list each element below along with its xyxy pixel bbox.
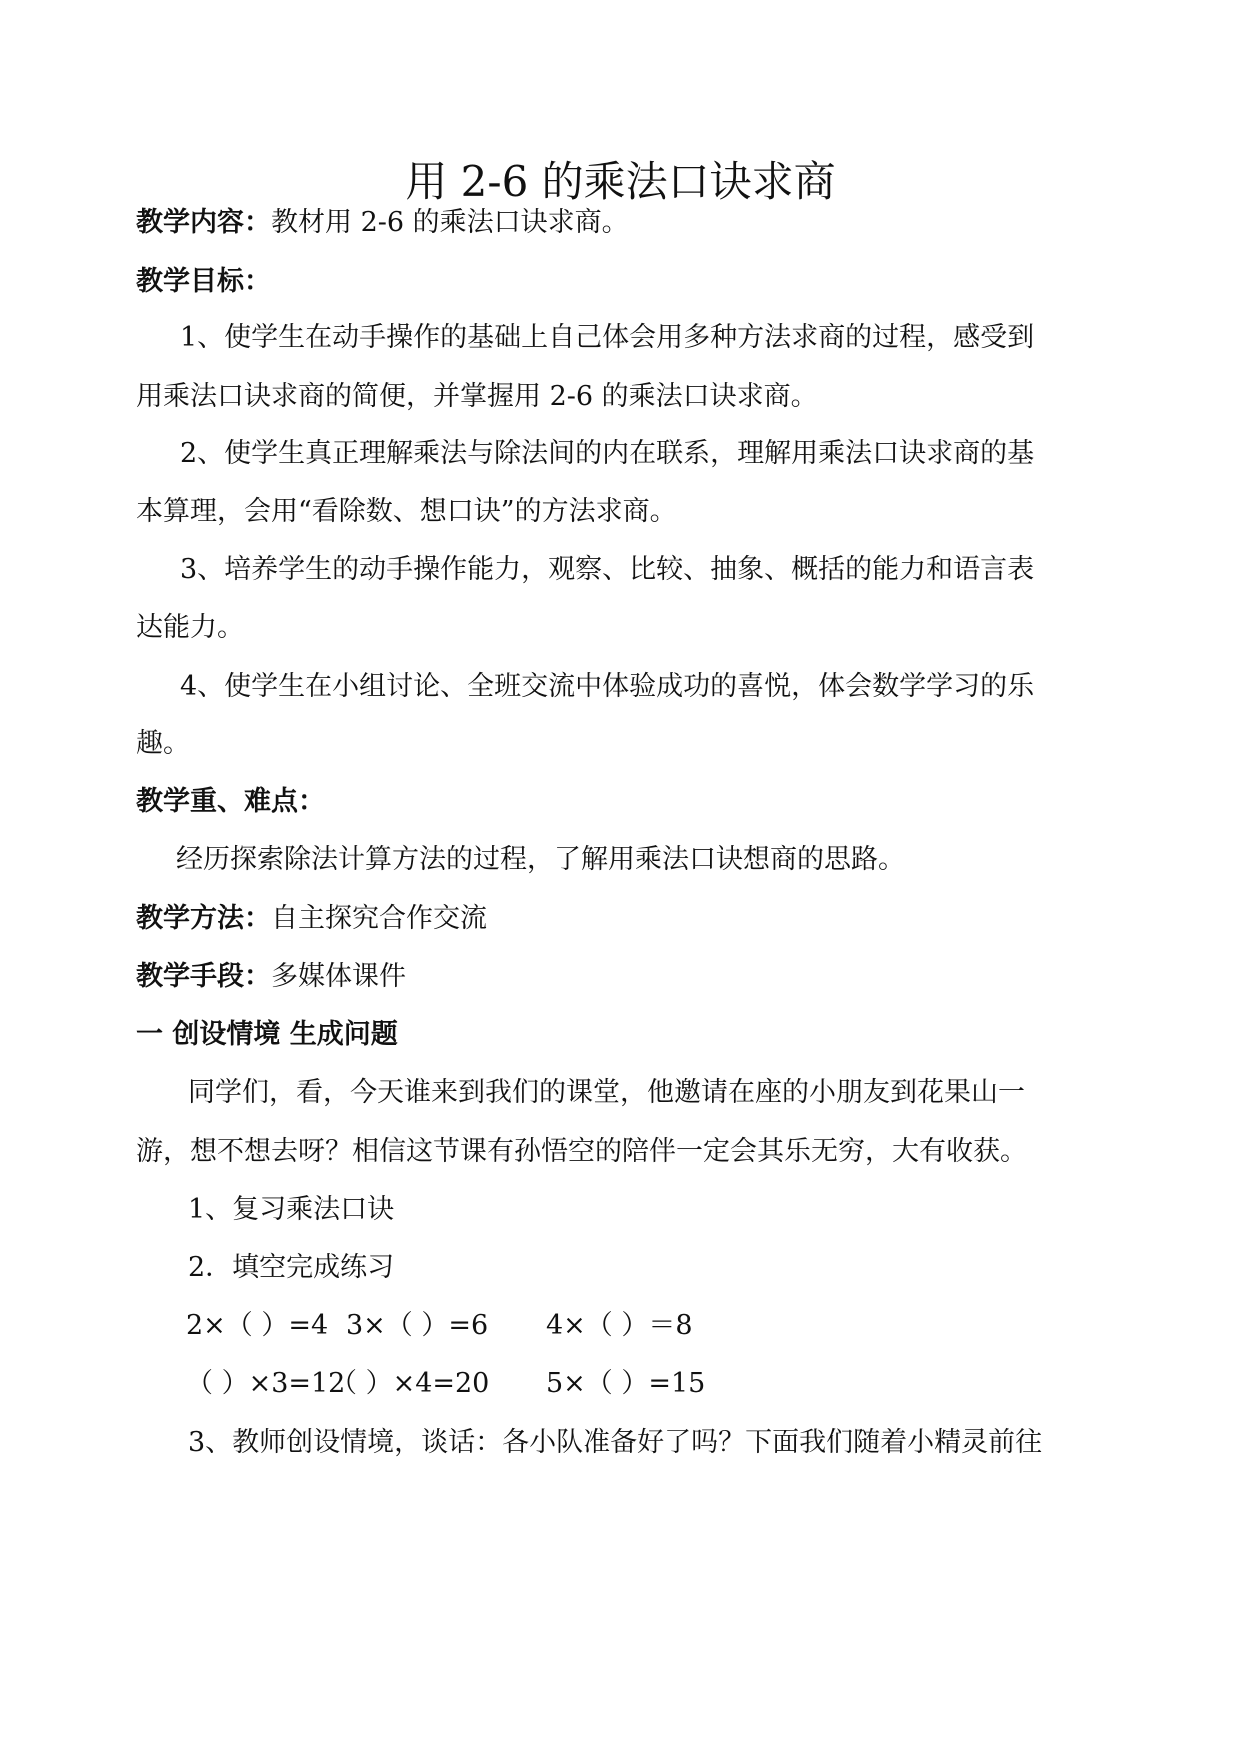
content-line bbox=[136, 203, 629, 243]
means-label: 教学手段： bbox=[136, 961, 271, 992]
means-text: 多媒体课件 bbox=[271, 961, 406, 992]
goal-4-line-1: 4、使学生在小组讨论、全班交流中体验成功的喜悦，体会数学学习的乐 bbox=[180, 671, 1035, 702]
exercise-row-2-c: 5×（ ）=15 bbox=[546, 1368, 706, 1399]
page-title: 用 2-6 的乘法口诀求商 bbox=[405, 157, 836, 206]
content-label: 教学内容： bbox=[136, 207, 271, 238]
goal-3-line-2: 达能力。 bbox=[136, 612, 244, 643]
goal-2-line-2: 本算理，会用“看除数、想口诀”的方法求商。 bbox=[136, 496, 677, 527]
means-line bbox=[136, 957, 406, 997]
goal-4-line-2: 趣。 bbox=[136, 728, 190, 759]
exercise-row-1-a: 2×（ ）=4 bbox=[186, 1310, 329, 1341]
step-1: 1、复习乘法口诀 bbox=[188, 1194, 395, 1225]
goal-1-line-2: 用乘法口诀求商的简便，并掌握用 2-6 的乘法口诀求商。 bbox=[136, 381, 818, 412]
section-1-para-line-1: 同学们，看，今天谁来到我们的课堂，他邀请在座的小朋友到花果山一 bbox=[188, 1077, 1025, 1108]
method-line bbox=[136, 899, 487, 939]
section-1-heading: 一 创设情境 生成问题 bbox=[136, 1019, 398, 1050]
exercise-row-1-b: 3×（ ）=6 bbox=[346, 1310, 489, 1341]
goals-label: 教学目标： bbox=[136, 266, 271, 297]
method-text: 自主探究合作交流 bbox=[271, 903, 487, 934]
exercise-row-1-c: 4×（ ）＝8 bbox=[546, 1310, 693, 1341]
exercise-row-2-a: （ ）×3=12 bbox=[186, 1368, 346, 1399]
goal-1-line-1: 1、使学生在动手操作的基础上自己体会用多种方法求商的过程，感受到 bbox=[180, 322, 1035, 353]
key-points-label: 教学重、难点： bbox=[136, 786, 325, 817]
goal-3-line-1: 3、培养学生的动手操作能力，观察、比较、抽象、概括的能力和语言表 bbox=[180, 554, 1035, 585]
section-1-para-line-2: 游，想不想去呀？相信这节课有孙悟空的陪伴一定会其乐无穷，大有收获。 bbox=[136, 1136, 1027, 1167]
goal-2-line-1: 2、使学生真正理解乘法与除法间的内在联系，理解用乘法口诀求商的基 bbox=[180, 438, 1035, 469]
key-points-text: 经历探索除法计算方法的过程，了解用乘法口诀想商的思路。 bbox=[176, 844, 905, 875]
exercise-row-2-b: （ ）×4=20 bbox=[330, 1368, 490, 1399]
method-label: 教学方法： bbox=[136, 903, 271, 934]
content-text: 教材用 2-6 的乘法口诀求商。 bbox=[271, 207, 629, 238]
step-2: 2．填空完成练习 bbox=[188, 1252, 395, 1283]
step-3: 3、教师创设情境，谈话：各小队准备好了吗？下面我们随着小精灵前往 bbox=[188, 1427, 1043, 1458]
